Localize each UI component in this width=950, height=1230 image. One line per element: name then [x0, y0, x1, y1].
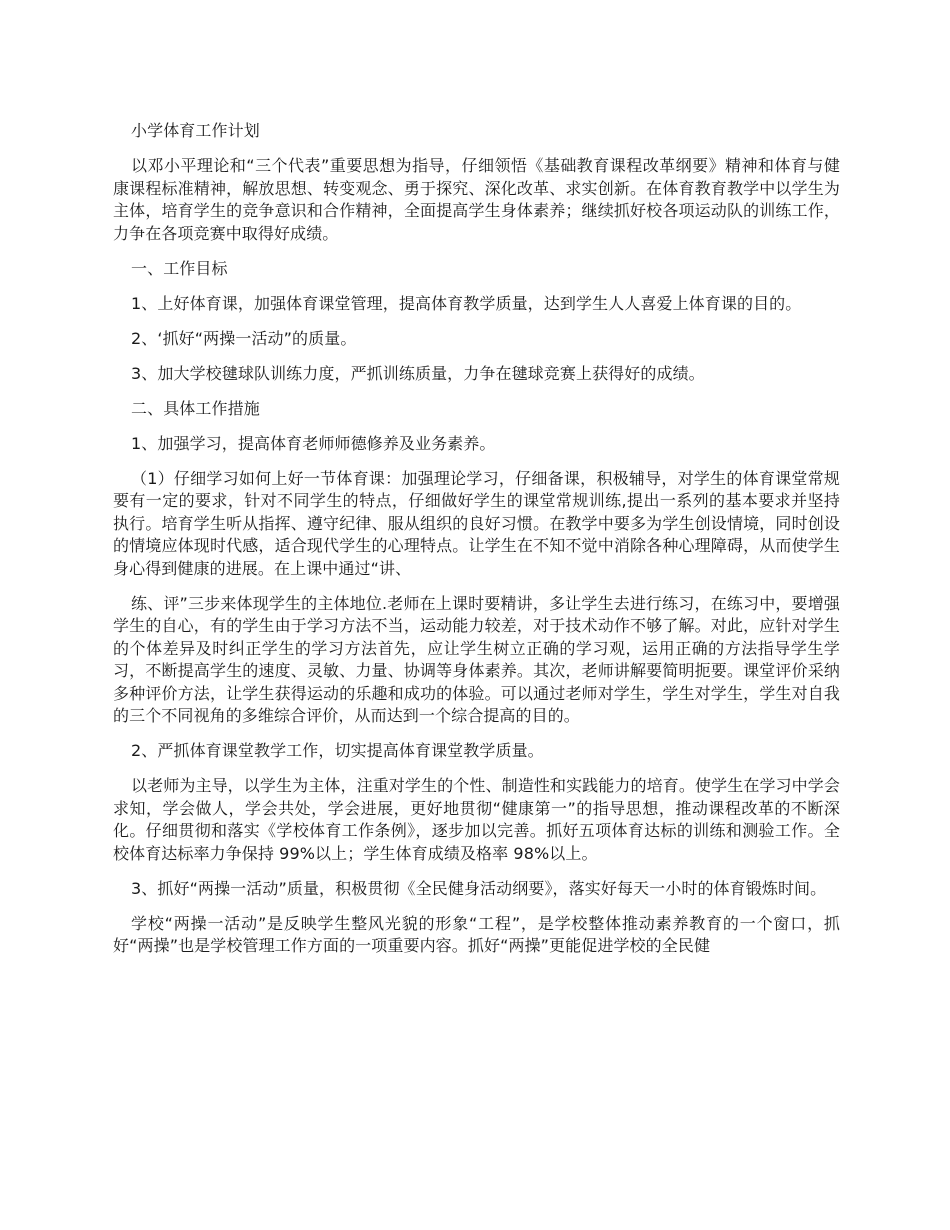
paragraph-goal-3: 3、加大学校毽球队训练力度，严抓训练质量，力争在毽球竞赛上获得好的成绩。 [131, 363, 705, 383]
paragraph-intro: 以邓小平理论和“三个代表”重要思想为指导，仔细领悟《基础教育课程改革纲要》精神和体育与健康课程标准精神，解放思想、转变观念、勇于探究、深化改革、求实创新。在体育教育教学中以学生为主体，培育学生的竞争意识和合作精神，全面提高学生身体素养；继续抓好校各项运动队的训练工作，力争在各项竞赛中取得好成绩。 [113, 156, 840, 243]
document-title: 小学体育工作计划 [131, 121, 260, 140]
document-body [113, 120, 840, 970]
section-heading-goals: 一、工作目标 [131, 258, 228, 278]
paragraph-measure-2-detail: 以老师为主导，以学生为主体，注重对学生的个性、制造性和实践能力的培育。使学生在学习中学会求知，学会做人，学会共处，学会进展，更好地贯彻“健康第一”的指导思想，推动课程改革的不断深化。仔细贯彻和落实《学校体育工作条例》，逐步加以完善。抓好五项体育达标的训练和测验工作。全校体育达标率力争保持 99%以上；学生体育成绩及格率 98%以上。 [113, 776, 840, 863]
paragraph-measure-3-detail: 学校“两操一活动”是反映学生整风光貌的形象“工程”，是学校整体推动素养教育的一个窗口，抓好“两操”也是学校管理工作方面的一项重要内容。抓好“两操”更能促进学校的全民健 [113, 913, 840, 955]
paragraph-measure-3: 3、抓好“两操一活动”质量，积极贯彻《全民健身活动纲要》，落实好每天一小时的体育锻炼时间。 [131, 878, 827, 898]
paragraph-goal-1: 1、上好体育课，加强体育课堂管理，提高体育教学质量，达到学生人人喜爱上体育课的目的。 [131, 293, 802, 313]
paragraph-measure-1-continued: 练、评”三步来体现学生的主体地位.老师在上课时要精讲，多让学生去进行练习，在练习中，要增强学生的自心，有的学生由于学习方法不当，运动能力较差，对于技术动作不够了解。对此，应针对学生的个体差异及时纠正学生的学习方法首先，应让学生树立正确的学习观，运用正确的方法指导学生学习，不断提高学生的速度、灵敏、力量、协调等身体素养。其次，老师讲解要简明扼要。课堂评价采纳多种评价方法，让学生获得运动的乐趣和成功的体验。可以通过老师对学生，学生对学生，学生对自我的三个不同视角的多维综合评价，从而达到一个综合提高的目的。 [113, 593, 840, 725]
paragraph-measure-2: 2、严抓体育课堂教学工作，切实提高体育课堂教学质量。 [131, 741, 544, 760]
paragraph-goal-2: 2、‘抓好“两操一活动”的质量。 [131, 328, 357, 348]
paragraph-measure-1: 1、加强学习，提高体育老师师德修养及业务素养。 [131, 433, 496, 453]
section-heading-measures: 二、具体工作措施 [131, 398, 260, 418]
paragraph-measure-1-detail: （1）仔细学习如何上好一节体育课：加强理论学习，仔细备课，积极辅导，对学生的体育课堂常规要有一定的要求，针对不同学生的特点，仔细做好学生的课堂常规训练,提出一系列的基本要求并坚持执行。培育学生听从指挥、遵守纪律、服从组织的良好习惯。在教学中要多为学生创设情境，同时创设的情境应体现时代感，适合现代学生的心理特点。让学生在不知不觉中消除各种心理障碍，从而使学生身心得到健康的进展。在上课中通过“讲、 [113, 468, 840, 578]
